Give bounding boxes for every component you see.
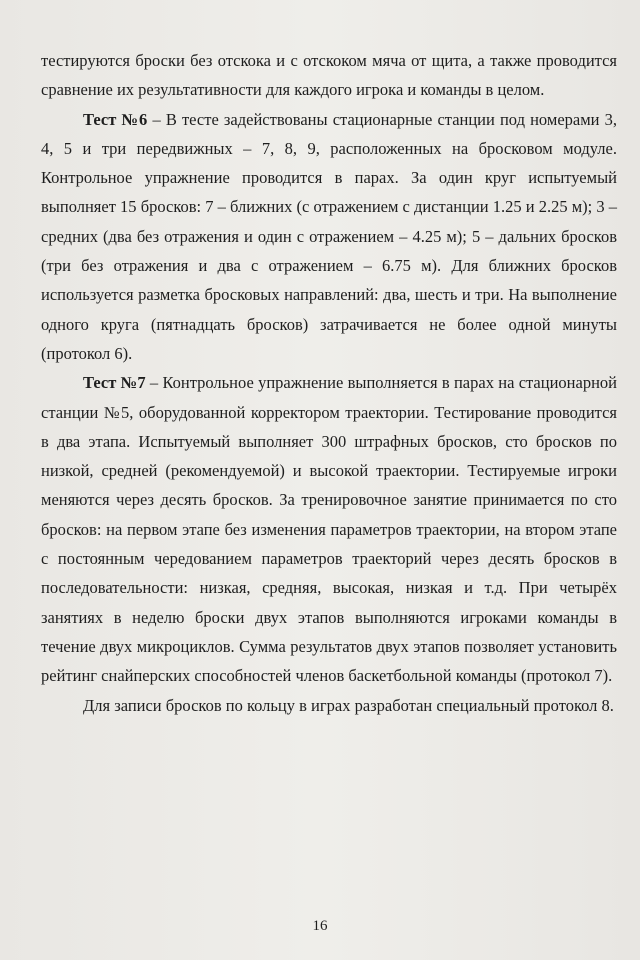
page-number: 16 [312,918,328,934]
paragraph-intro [41,46,617,105]
test-7-text: – Контрольное упражнение выполняется в парах на стационарной станции №5, оборудованной корректором траектории. Тестирование проводится в два этапа. Испытуемый выполняет 300 штрафных бросков, сто бросков по низкой, средней (рекомендуемой) и высокой траектории. Тестируемые игроки меняются через десять бросков. За тренировочное занятие принимается по сто бросков: на первом этапе без изменения параметров траектории, на втором этапе с постоянным чередованием параметров траекторий через десять бросков в последовательности: низкая, средняя, высокая, низкая и т.д. При четырёх занятиях в неделю броски двух этапов выполняются игроками команды в течение двух микроциклов. Сумма результатов двух этапов позволяет установить рейтинг снайперских способностей членов баскетбольной команды (протокол 7). [41,373,617,686]
paragraph-intro-text: тестируются броски без отскока и с отскоком мяча от щита, а также проводится сравнение их результативности для каждого игрока и команды в целом. [41,51,617,100]
paragraph-test-7 [41,368,617,690]
test-6-text: – В тесте задействованы стационарные станции под номерами 3, 4, 5 и три передвижных – 7, 8, 9, расположенных на бросковом модуле. Контрольное упражнение проводится в парах. За один круг испытуемый выполняет 15 бросков: 7 – ближних (с отражением с дистанции 1.25 и 2.25 м); 3 – средних (два без отражения и один с отражением – 4.25 м); 5 – дальних бросков (три без отражения и два с отражением – 6.75 м). Для ближних бросков используется разметка бросковых направлений: два, шесть и три. На выполнение одного круга (пятнадцать бросков) затрачивается не более одной минуты (протокол 6). [41,109,617,363]
test-6-heading: Тест №6 [83,109,148,129]
body-text [41,46,617,720]
protocol-8-text: Для записи бросков по кольцу в играх разработан специальный протокол 8. [83,695,614,715]
test-7-heading: Тест №7 [83,373,146,393]
paragraph-protocol-8 [41,691,617,720]
paragraph-test-6 [41,105,617,369]
